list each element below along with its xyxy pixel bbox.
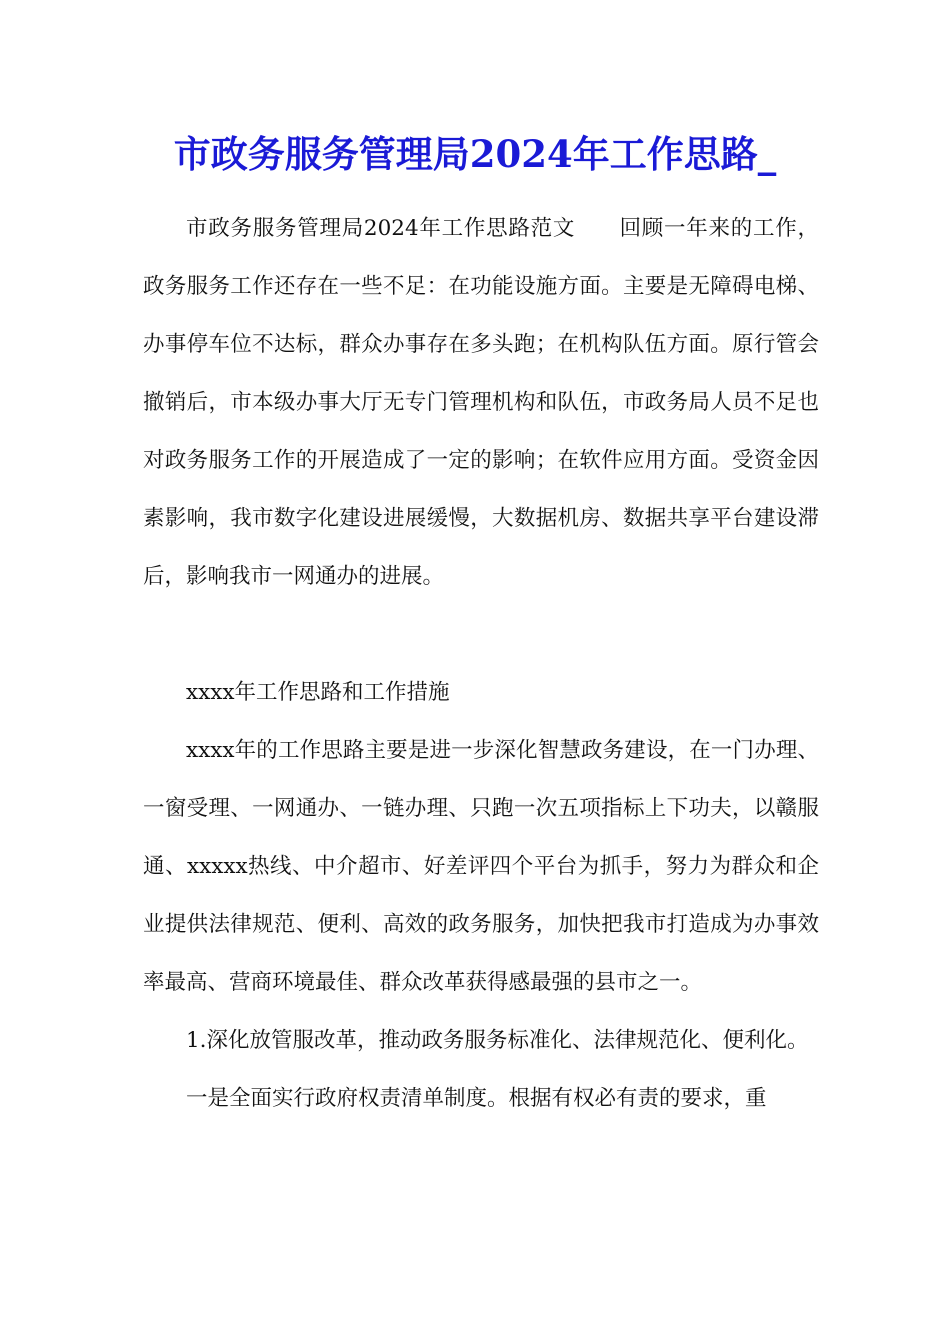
paragraph-work-plan: xxxx年的工作思路主要是进一步深化智慧政务建设，在一门办理、一窗受理、一网通办、一链办理、只跑一次五项指标上下功夫，以赣服通、xxxxx热线、中介超市、好差评四个平台为抓手，努力为群众和企业提供法律规范、便利、高效的政务服务，加快把我市打造成为办事效率最高、营商环境最佳、群众改革获得感最强的县市之一。: [143, 738, 819, 995]
paragraph-item-one: 一是全面实行政府权责清单制度。根据有权必有责的要求，重: [186, 1086, 767, 1111]
document-body: [143, 200, 819, 1128]
document-title: 市政务服务管理局2024年工作思路_: [173, 132, 777, 176]
paragraph-intro: 市政务服务管理局2024年工作思路范文 回顾一年来的工作，政务服务工作还存在一些不足：在功能设施方面。主要是无障碍电梯、办事停车位不达标，群众办事存在多头跑；在机构队伍方面。原行管会撤销后，市本级办事大厅无专门管理机构和队伍，市政务局人员不足也对政务服务工作的开展造成了一定的影响；在软件应用方面。受资金因素影响，我市数字化建设进展缓慢，大数据机房、数据共享平台建设滞后，影响我市一网通办的进展。: [143, 216, 819, 589]
subsection-heading: 1.深化放管服改革，推动政务服务标准化、法律规范化、便利化。: [186, 1028, 809, 1053]
section-heading: xxxx年工作思路和工作措施: [186, 680, 450, 705]
paragraph-spacer: [143, 606, 819, 664]
